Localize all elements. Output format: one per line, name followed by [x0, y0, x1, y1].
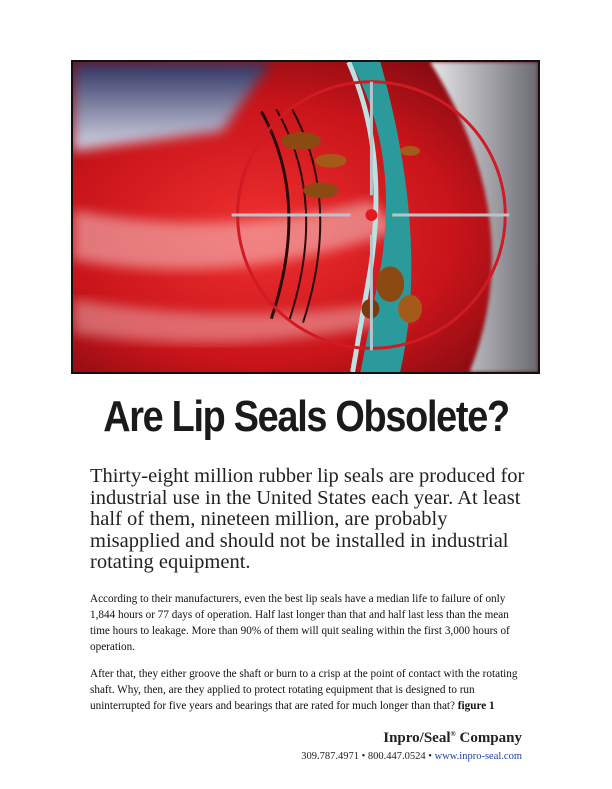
company-name [383, 730, 522, 747]
company-name-suffix: Company [455, 730, 522, 746]
website-link[interactable]: www.inpro-seal.com [434, 751, 522, 762]
phone-1: 309.787.4971 [301, 751, 359, 762]
body-paragraph-2-text: After that, they either groove the shaft or burn to a crisp at the point of contact with the rotating shaft. Why, then, are they applied to protect rotating equipment that is designed to run uninterrupted for five years and bearings that are rated for much longer than that? [90, 668, 518, 712]
hero-image [71, 60, 540, 374]
body-paragraph-1: According to their manufacturers, even the best lip seals have a median life to failure of only 1,844 hours or 77 days of operation. Half last longer than that and half last less than the mean time hours to leakage. More than 90% of them will quit sealing within the first 3,000 hours of operation. [90, 593, 510, 653]
registered-mark: ® [450, 730, 456, 738]
lead-paragraph: Thirty-eight million rubber lip seals are produced for industrial use in the United States each year. At least half of them, nineteen million, are probably misapplied and should not be installed in industrial rotating equipment. [90, 465, 525, 573]
phone-2: 800.447.0524 [367, 751, 426, 762]
separator-1: • [358, 751, 368, 762]
figure-reference: figure 1 [457, 700, 495, 712]
lip-seal-crosshair-illustration [73, 62, 538, 372]
separator-2: • [425, 751, 435, 762]
headline: Are Lip Seals Obsolete? [103, 392, 509, 441]
contact-line [301, 751, 522, 762]
company-name-main: Inpro/Seal [383, 730, 451, 746]
body-paragraph-2 [90, 666, 530, 714]
